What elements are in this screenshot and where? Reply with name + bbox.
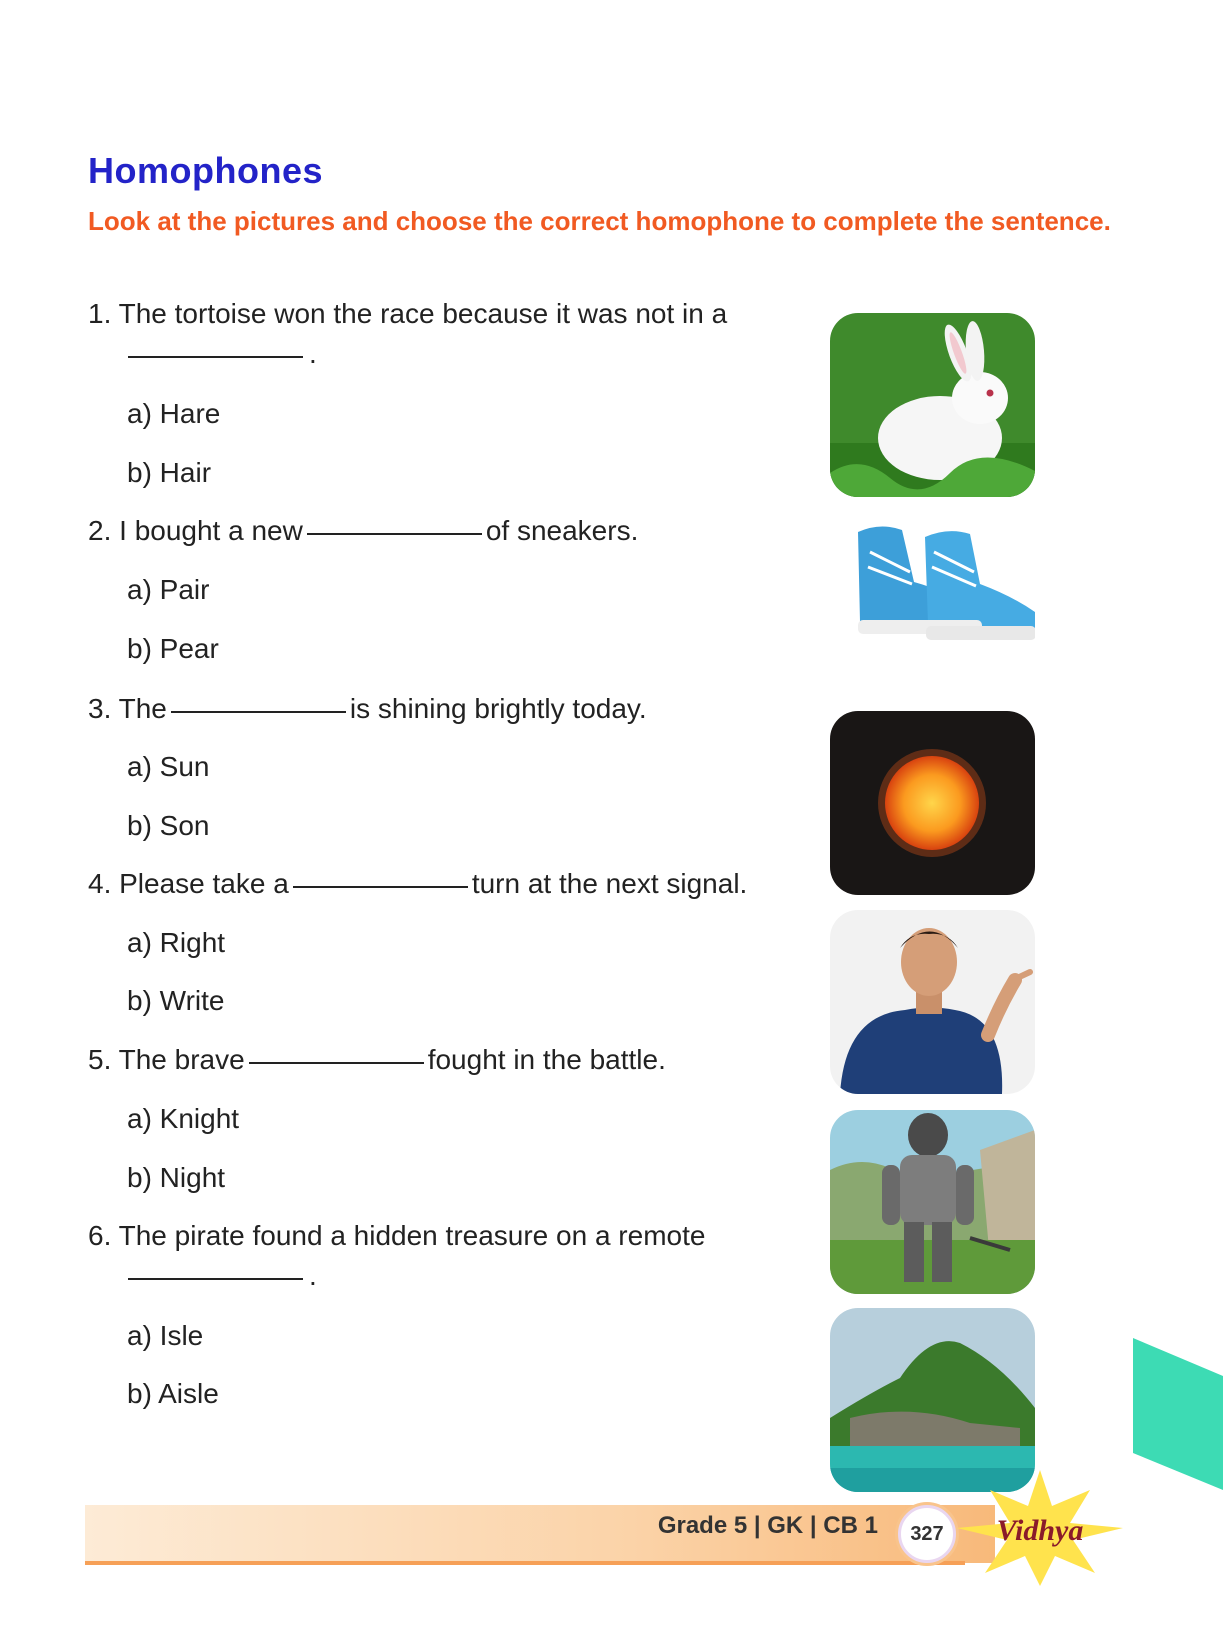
footer-label: Grade 5 | GK | CB 1 <box>657 1512 878 1539</box>
pointing-man-image <box>830 910 1035 1094</box>
option-a: a) Knight <box>127 1103 240 1134</box>
instruction-text: Look at the pictures and choose the correct homophone to complete the sentence. <box>88 206 1111 236</box>
option-b: b) Write <box>127 985 225 1016</box>
option-a: a) Pair <box>127 574 210 605</box>
question-text: 4. Please take a <box>88 868 289 899</box>
option-b: b) Night <box>127 1162 226 1193</box>
option-a: a) Right <box>127 927 226 958</box>
option-b: b) Aisle <box>127 1378 219 1409</box>
option-a: a) Sun <box>127 751 210 782</box>
option-b: b) Pear <box>127 633 219 664</box>
corner-decoration <box>1133 1338 1223 1490</box>
sneakers-image <box>830 512 1035 696</box>
option-a: a) Hare <box>127 398 221 429</box>
option-a: a) Isle <box>127 1320 204 1351</box>
island-image <box>830 1308 1035 1492</box>
question-text: 2. I bought a new <box>88 515 303 546</box>
knight-image <box>830 1110 1035 1294</box>
question-3 <box>88 693 647 725</box>
question-text: 1. The tortoise won the race because it was not in a <box>88 298 728 329</box>
answer-blank <box>171 709 346 713</box>
page-number: 327 <box>898 1505 956 1563</box>
option-b: b) Son <box>127 810 210 841</box>
question-4 <box>88 868 747 900</box>
question-6: 6. The pirate found a hidden treasure on a remote . <box>88 1220 706 1291</box>
question-text: 5. The brave <box>88 1044 245 1075</box>
logo-text: Vidhya <box>996 1514 1084 1547</box>
answer-blank <box>249 1060 424 1064</box>
page-title: Homophones <box>88 150 323 191</box>
question-5 <box>88 1044 666 1076</box>
rabbit-image <box>830 313 1035 497</box>
question-1: 1. The tortoise won the race because it was not in a . <box>88 298 728 369</box>
question-text: 3. The <box>88 693 167 724</box>
question-text-after: turn at the next signal. <box>471 868 748 899</box>
question-text-after: is shining brightly today. <box>349 693 647 724</box>
question-text: 6. The pirate found a hidden treasure on a remote <box>88 1220 706 1251</box>
footer-divider <box>85 1561 965 1565</box>
answer-blank <box>128 1276 303 1280</box>
answer-blank <box>128 354 303 358</box>
question-text-after: of sneakers. <box>485 515 639 546</box>
answer-blank <box>307 531 482 535</box>
answer-blank <box>293 884 468 888</box>
sun-image <box>830 711 1035 895</box>
vidhya-logo <box>955 1468 1125 1588</box>
question-text-after: fought in the battle. <box>427 1044 666 1075</box>
option-b: b) Hair <box>127 457 212 488</box>
question-2 <box>88 515 638 547</box>
